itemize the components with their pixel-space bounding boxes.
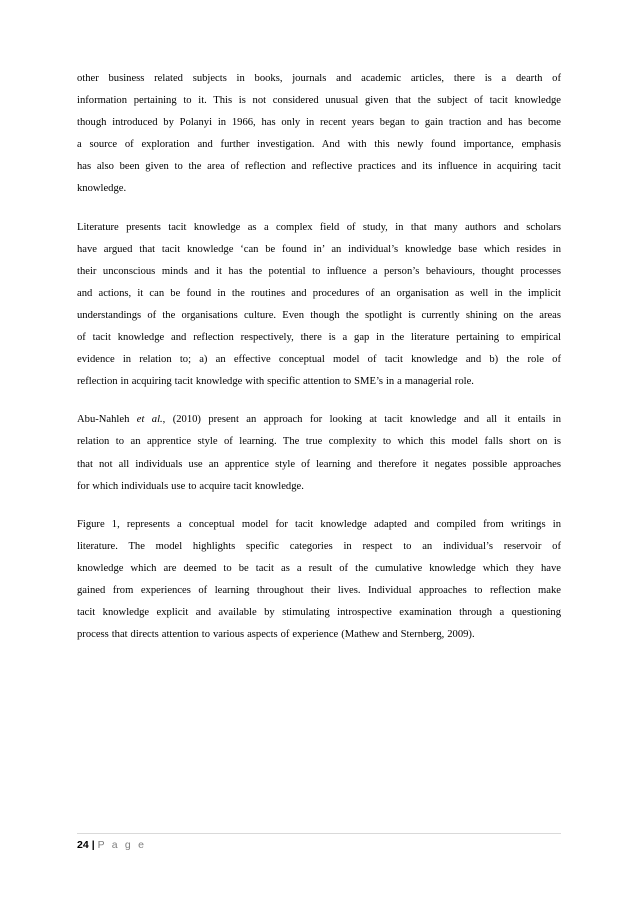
page-footer (77, 838, 146, 852)
text-line: have argued that tacit knowledge ‘can be found in’ an individual’s knowledge base which resides in (77, 243, 561, 255)
text-line: understandings of the organisations culture. Even though the spotlight is currently shining on the areas (77, 309, 561, 321)
text-line: a source of exploration and further investigation. And with this newly found importance, emphasis (77, 139, 561, 151)
text-line: Figure 1, represents a conceptual model for tacit knowledge adapted and compiled from writings in (77, 518, 561, 530)
text-line: reflection in acquiring tacit knowledge with specific attention to SME’s in a managerial role. (77, 376, 474, 388)
body-text (77, 68, 561, 662)
text-line: information pertaining to it. This is not considered unusual given that the subject of tacit knowledge (77, 95, 561, 107)
text-line: knowledge which are deemed to be tacit as a result of the cumulative knowledge which they have (77, 562, 561, 574)
footer-separator: | (91, 839, 95, 851)
page-number: 24 (77, 839, 89, 851)
paragraph-3 (77, 409, 561, 497)
paragraph-2 (77, 217, 561, 394)
et-al-italic: et al. (136, 414, 163, 426)
text-line: though introduced by Polanyi in 1966, has only in recent years began to gain traction and has become (77, 117, 561, 129)
text-line: of tacit knowledge and reflection respectively, there is a gap in the literature pertaining to empirical (77, 332, 561, 344)
text-line: other business related subjects in books, journals and academic articles, there is a dearth of (77, 73, 561, 84)
text-line: that not all individuals use an apprentice style of learning and therefore it negates possible approaches (77, 458, 561, 470)
text-line: has also been given to the area of reflection and reflective practices and its influence in acquiring tacit (77, 161, 561, 173)
text-line: Abu-Nahleh et al., (2010) present an approach for looking at tacit knowledge and all it entails in (77, 414, 562, 426)
page-label: P a g e (97, 839, 147, 851)
text-line: literature. The model highlights specific categories in respect to an individual’s reservoir of (77, 540, 561, 552)
text-line: evidence in relation to; a) an effective conceptual model of tacit knowledge and b) the role of (77, 354, 561, 366)
text-line: tacit knowledge explicit and available by stimulating introspective examination through a questioning (77, 607, 561, 619)
text-line: Literature presents tacit knowledge as a complex field of study, in that many authors and scholars (77, 221, 561, 233)
text-line: gained from experiences of learning throughout their lives. Individual approaches to reflection make (77, 584, 561, 596)
text-line: and actions, it can be found in the routines and procedures of an organisation as well in the implicit (77, 287, 561, 299)
paragraph-1 (77, 68, 561, 201)
text-line: process that directs attention to various aspects of experience (Mathew and Sternberg, 2009). (77, 629, 475, 641)
paragraph-4 (77, 514, 561, 647)
text-line: relation to an apprentice style of learning. The true complexity to which this model falls short on is (77, 436, 561, 448)
text-line: for which individuals use to acquire tacit knowledge. (77, 480, 304, 492)
text-line: their unconscious minds and it has the potential to influence a person’s behaviours, thought processes (77, 265, 561, 277)
text-line: knowledge. (77, 183, 127, 195)
footer-divider (77, 833, 561, 834)
